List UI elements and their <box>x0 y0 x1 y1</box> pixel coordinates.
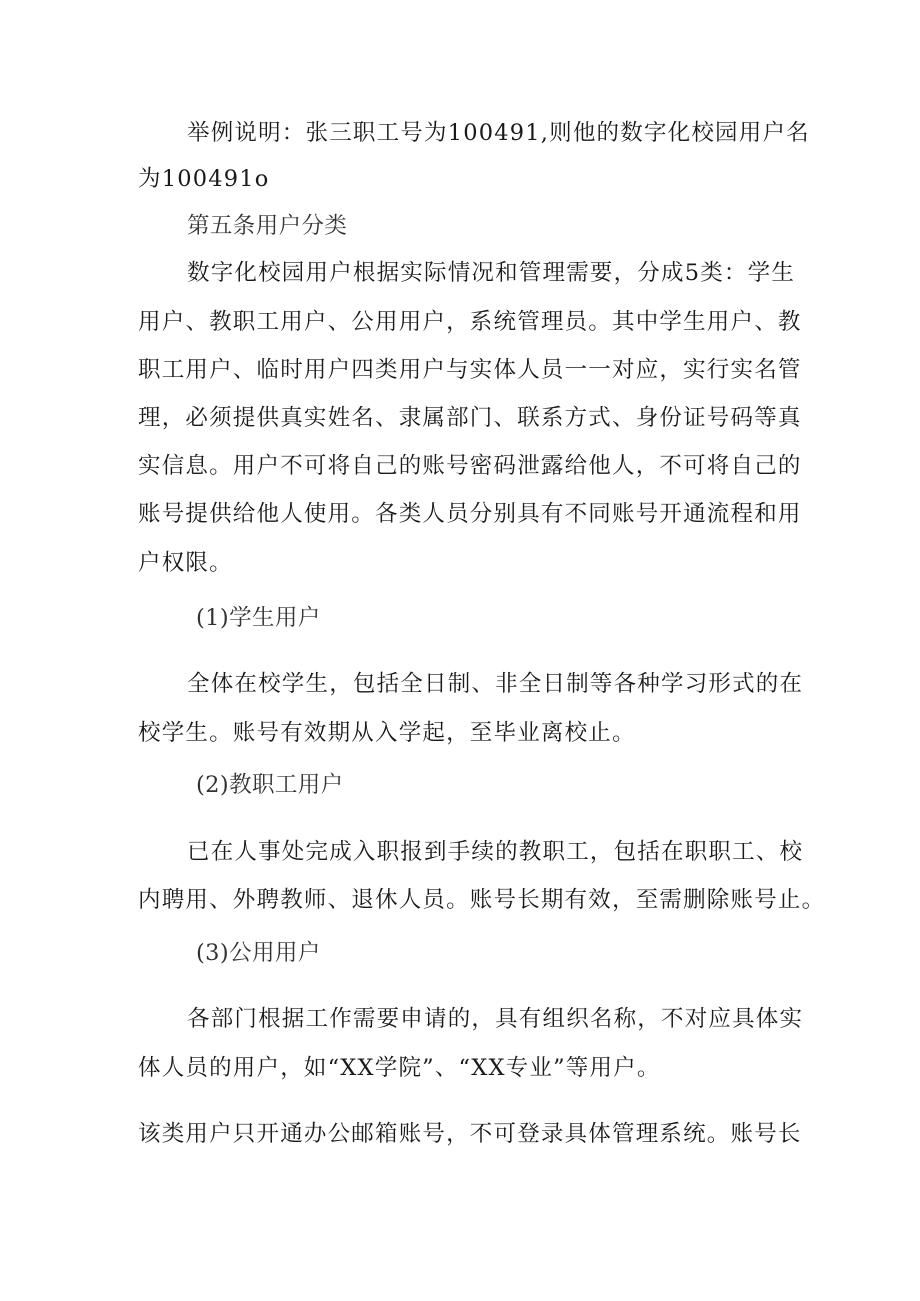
paragraph-classification-line-6: 账号提供给他人使用。各类人员分别具有不同账号开通流程和用 <box>138 501 802 527</box>
paragraph-public-line-3: 该类用户只开通办公邮箱账号，不可登录具体管理系统。账号长 <box>138 1121 802 1147</box>
subheading-staff-users: (2)教职工用户 <box>196 772 344 798</box>
paragraph-staff-line-2: 内聘用、外聘教师、退休人员。账号长期有效，至需删除账号止。 <box>138 887 826 913</box>
paragraph-classification-line-3: 职工用户、临时用户四类用户与实体人员一一对应，实行实名管 <box>138 357 802 383</box>
paragraph-public-line-2: 体人员的用户，如“XX学院”、“XX专业”等用户。 <box>138 1055 661 1081</box>
paragraph-classification-line-7: 户权限。 <box>138 550 233 576</box>
paragraph-classification-line-1: 数字化校园用户根据实际情况和管理需要，分成5类：学生 <box>187 260 796 286</box>
paragraph-classification-line-5: 实信息。用户不可将自己的账号密码泄露给他人，不可将自己的 <box>138 453 802 479</box>
paragraph-example-line-1: 举例说明：张三职工号为100491,则他的数字化校园用户名 <box>187 120 810 146</box>
paragraph-example-line-2: 为100491o <box>138 166 270 192</box>
paragraph-classification-line-4: 理，必须提供真实姓名、隶属部门、联系方式、身份证号码等真 <box>138 405 802 431</box>
subheading-student-users: (1)学生用户 <box>196 605 321 631</box>
paragraph-classification-line-2: 用户、教职工用户、公用用户，系统管理员。其中学生用户、教 <box>138 309 802 335</box>
paragraph-students-line-2: 校学生。账号有效期从入学起，至毕业离校止。 <box>138 720 636 746</box>
subheading-public-users: (3)公用用户 <box>196 940 321 966</box>
paragraph-students-line-1: 全体在校学生，包括全日制、非全日制等各种学习形式的在 <box>187 671 804 697</box>
paragraph-public-line-1: 各部门根据工作需要申请的，具有组织名称，不对应具体实 <box>187 1006 804 1032</box>
paragraph-staff-line-1: 已在人事处完成入职报到手续的教职工，包括在职职工、校 <box>187 839 804 865</box>
section-heading-article-5: 第五条用户分类 <box>187 213 348 239</box>
